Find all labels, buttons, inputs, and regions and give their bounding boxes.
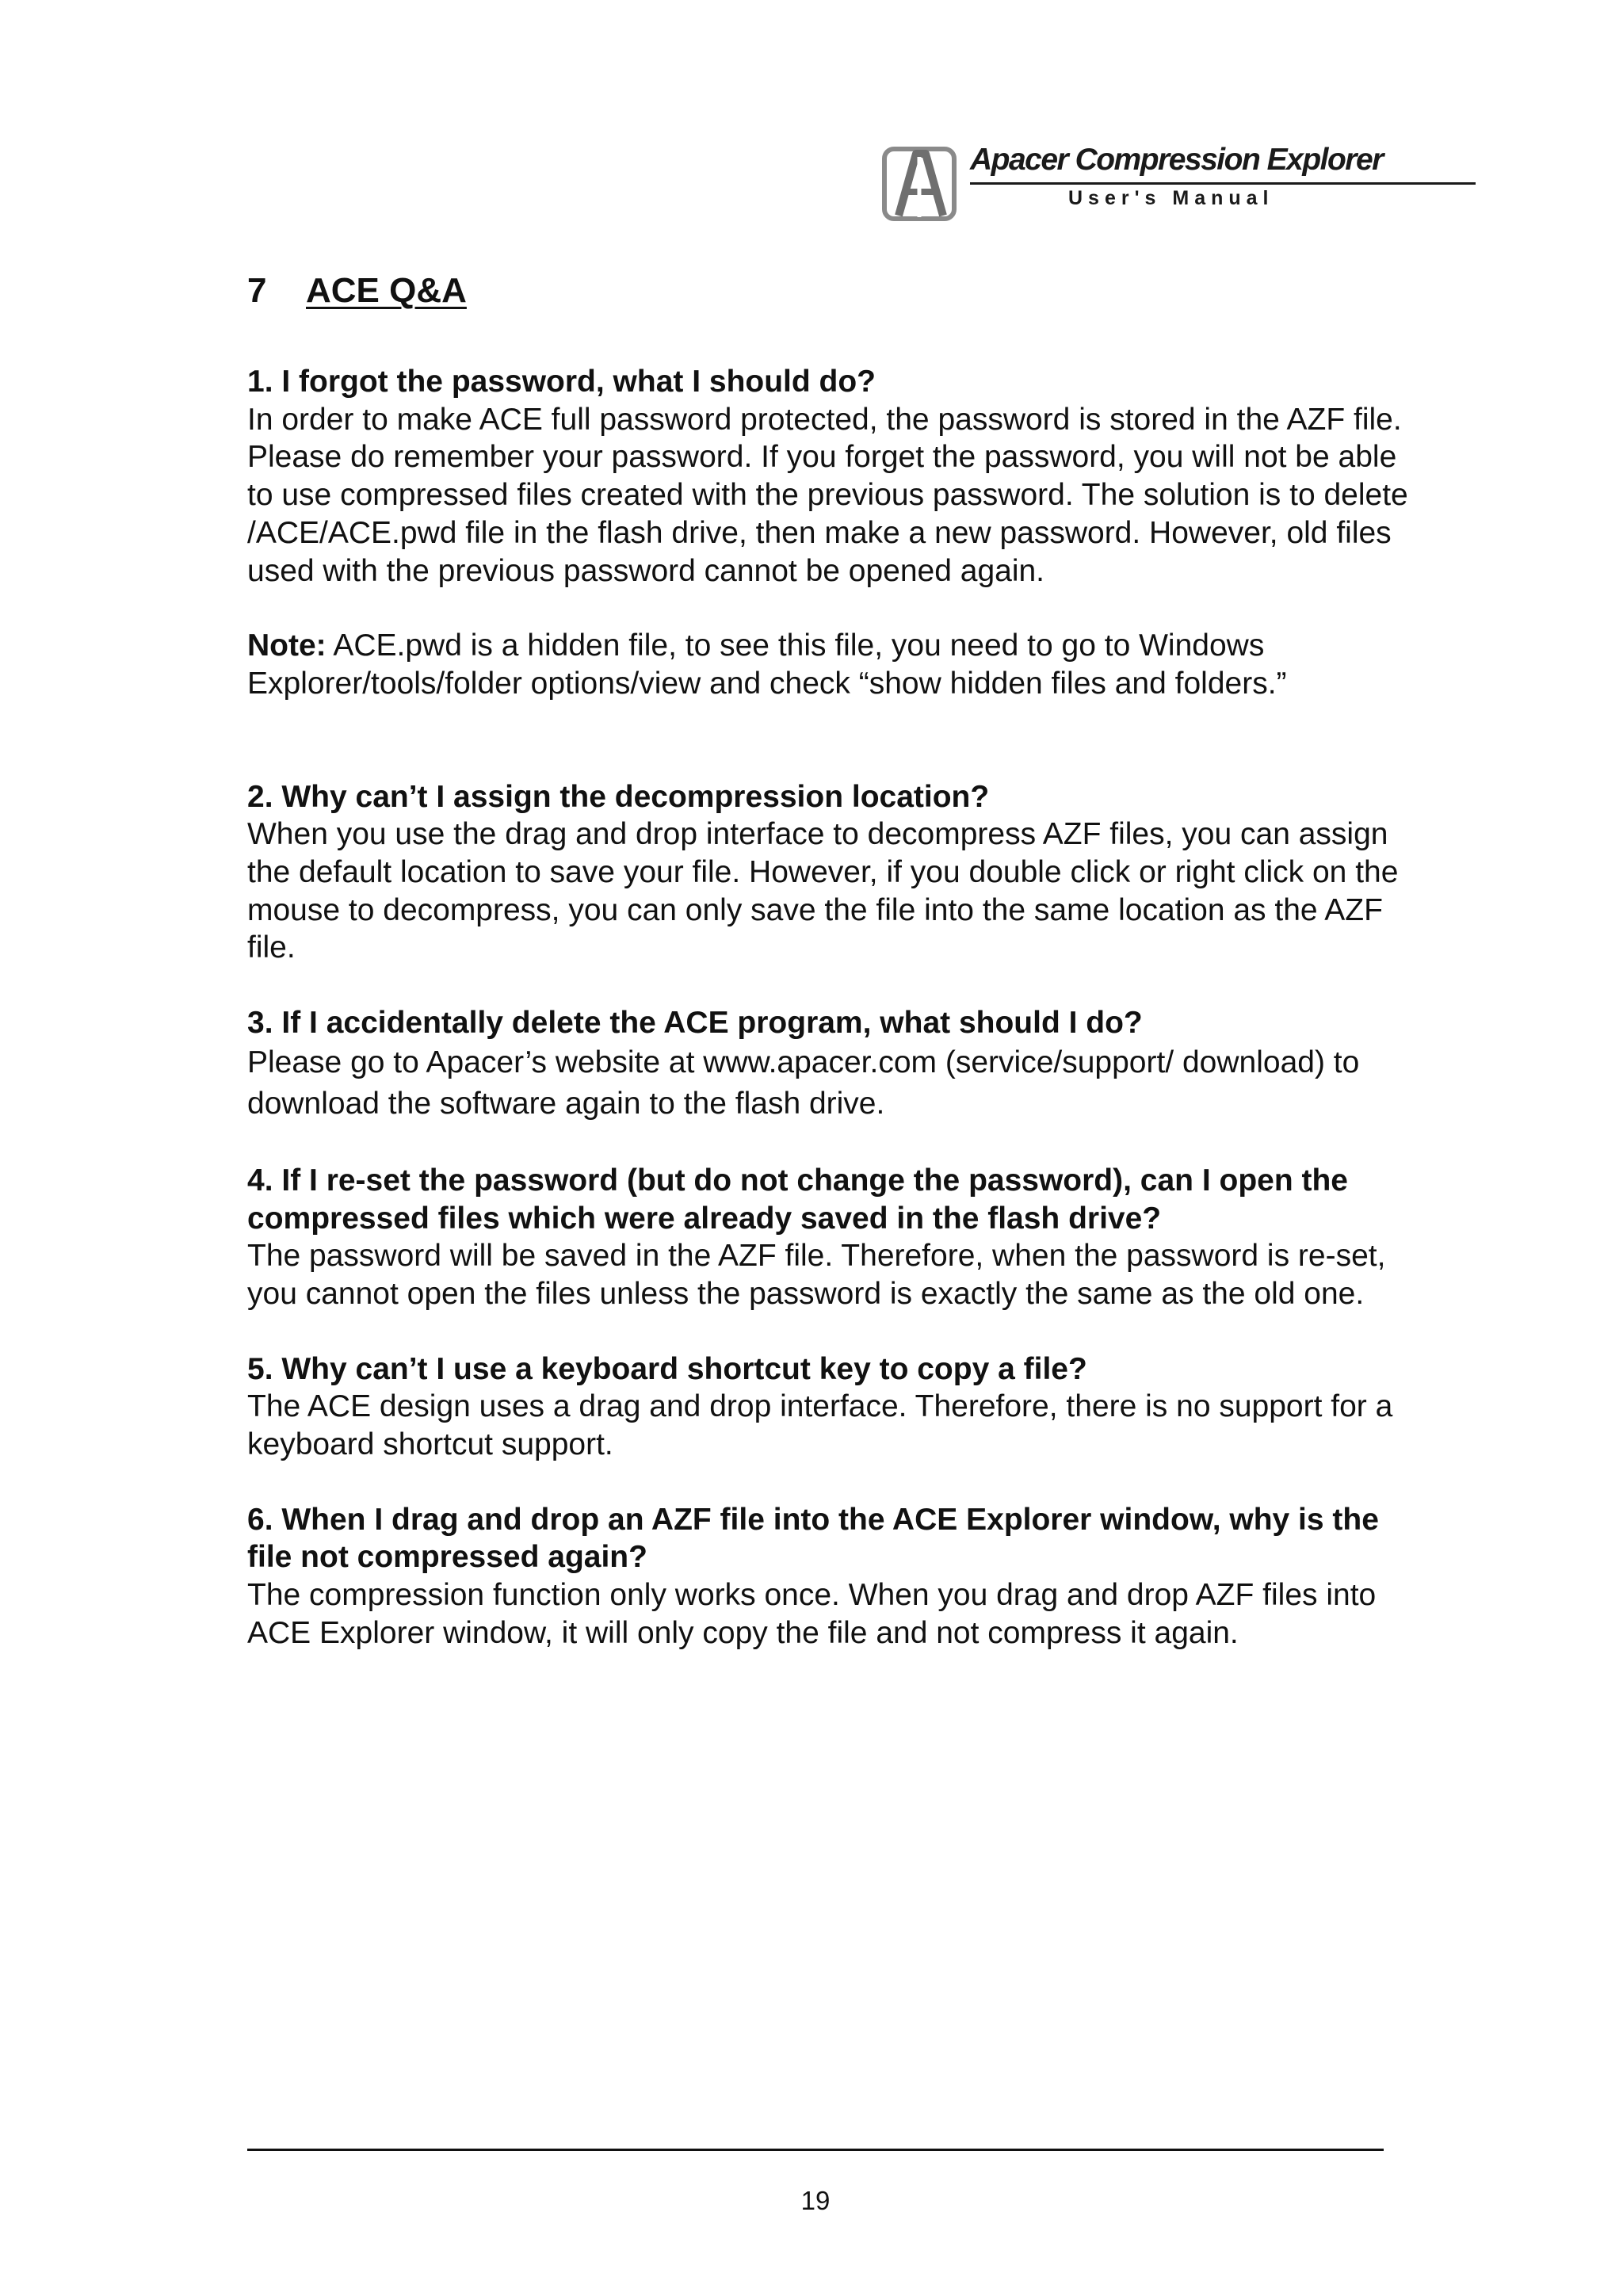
note-label: Note: bbox=[247, 628, 327, 663]
section-heading bbox=[247, 271, 467, 311]
apacer-logo bbox=[881, 143, 1388, 222]
question-5: 5. Why can’t I use a keyboard shortcut key to copy a file? bbox=[247, 1351, 1087, 1386]
qa-content bbox=[247, 363, 1420, 1652]
answer-5: The ACE design uses a drag and drop interface. Therefore, there is no support for a keyboard shortcut support. bbox=[247, 1389, 1393, 1462]
qa-item-5 bbox=[247, 1350, 1420, 1464]
qa-item-3 bbox=[247, 1004, 1420, 1125]
section-number: 7 bbox=[247, 271, 267, 310]
footer-rule bbox=[247, 2149, 1384, 2151]
qa-item-2 bbox=[247, 778, 1420, 968]
apacer-logo-icon bbox=[881, 146, 957, 222]
qa-item-6 bbox=[247, 1501, 1420, 1652]
logo-subtitle: User's Manual bbox=[1068, 187, 1274, 209]
page-number: 19 bbox=[800, 2186, 831, 2215]
logo-rule bbox=[970, 182, 1476, 185]
qa-item-1 bbox=[247, 363, 1420, 703]
question-1: 1. I forgot the password, what I should do? bbox=[247, 365, 876, 399]
answer-3: Please go to Apacer’s website at www.apacer.com (service/support/ download) to download the software again to the flash drive. bbox=[247, 1045, 1360, 1121]
note bbox=[247, 627, 1420, 702]
question-2: 2. Why can’t I assign the decompression location? bbox=[247, 779, 990, 814]
answer-4: The password will be saved in the AZF file. Therefore, when the password is re-set, you cannot open the files unless the password is exactly the same as the old one. bbox=[247, 1239, 1386, 1311]
answer-2: When you use the drag and drop interface to decompress AZF files, you can assign the default location to save your file. However, if you double click or right click on the mouse to decompress, you can only save the file into the same location as the AZF file. bbox=[247, 817, 1399, 965]
question-3: 3. If I accidentally delete the ACE program, what should I do? bbox=[247, 1006, 1143, 1041]
question-6: 6. When I drag and drop an AZF file into the ACE Explorer window, why is the file not compressed again? bbox=[247, 1502, 1379, 1575]
logo-title: Apacer Compression Explorer bbox=[970, 143, 1383, 177]
answer-1: In order to make ACE full password protected, the password is stored in the AZF file. Please do remember your password. If you forget the password, you will not be able to use compressed files created with the previous password. The solution is to delete /ACE/ACE.pwd file in the flash drive, then make a new password. However, old files used with the previous password cannot be opened again. bbox=[247, 402, 1408, 588]
answer-6: The compression function only works once. When you drag and drop AZF files into ACE Explorer window, it will only copy the file and not compress it again. bbox=[247, 1578, 1377, 1650]
qa-item-4 bbox=[247, 1162, 1420, 1313]
section-title: ACE Q&A bbox=[306, 271, 467, 310]
note-text: ACE.pwd is a hidden file, to see this file, you need to go to Windows Explorer/tools/folder options/view and check “show hidden files and folders.” bbox=[247, 628, 1287, 701]
question-4: 4. If I re-set the password (but do not change the password), can I open the compressed files which were already saved in the flash drive? bbox=[247, 1163, 1348, 1236]
